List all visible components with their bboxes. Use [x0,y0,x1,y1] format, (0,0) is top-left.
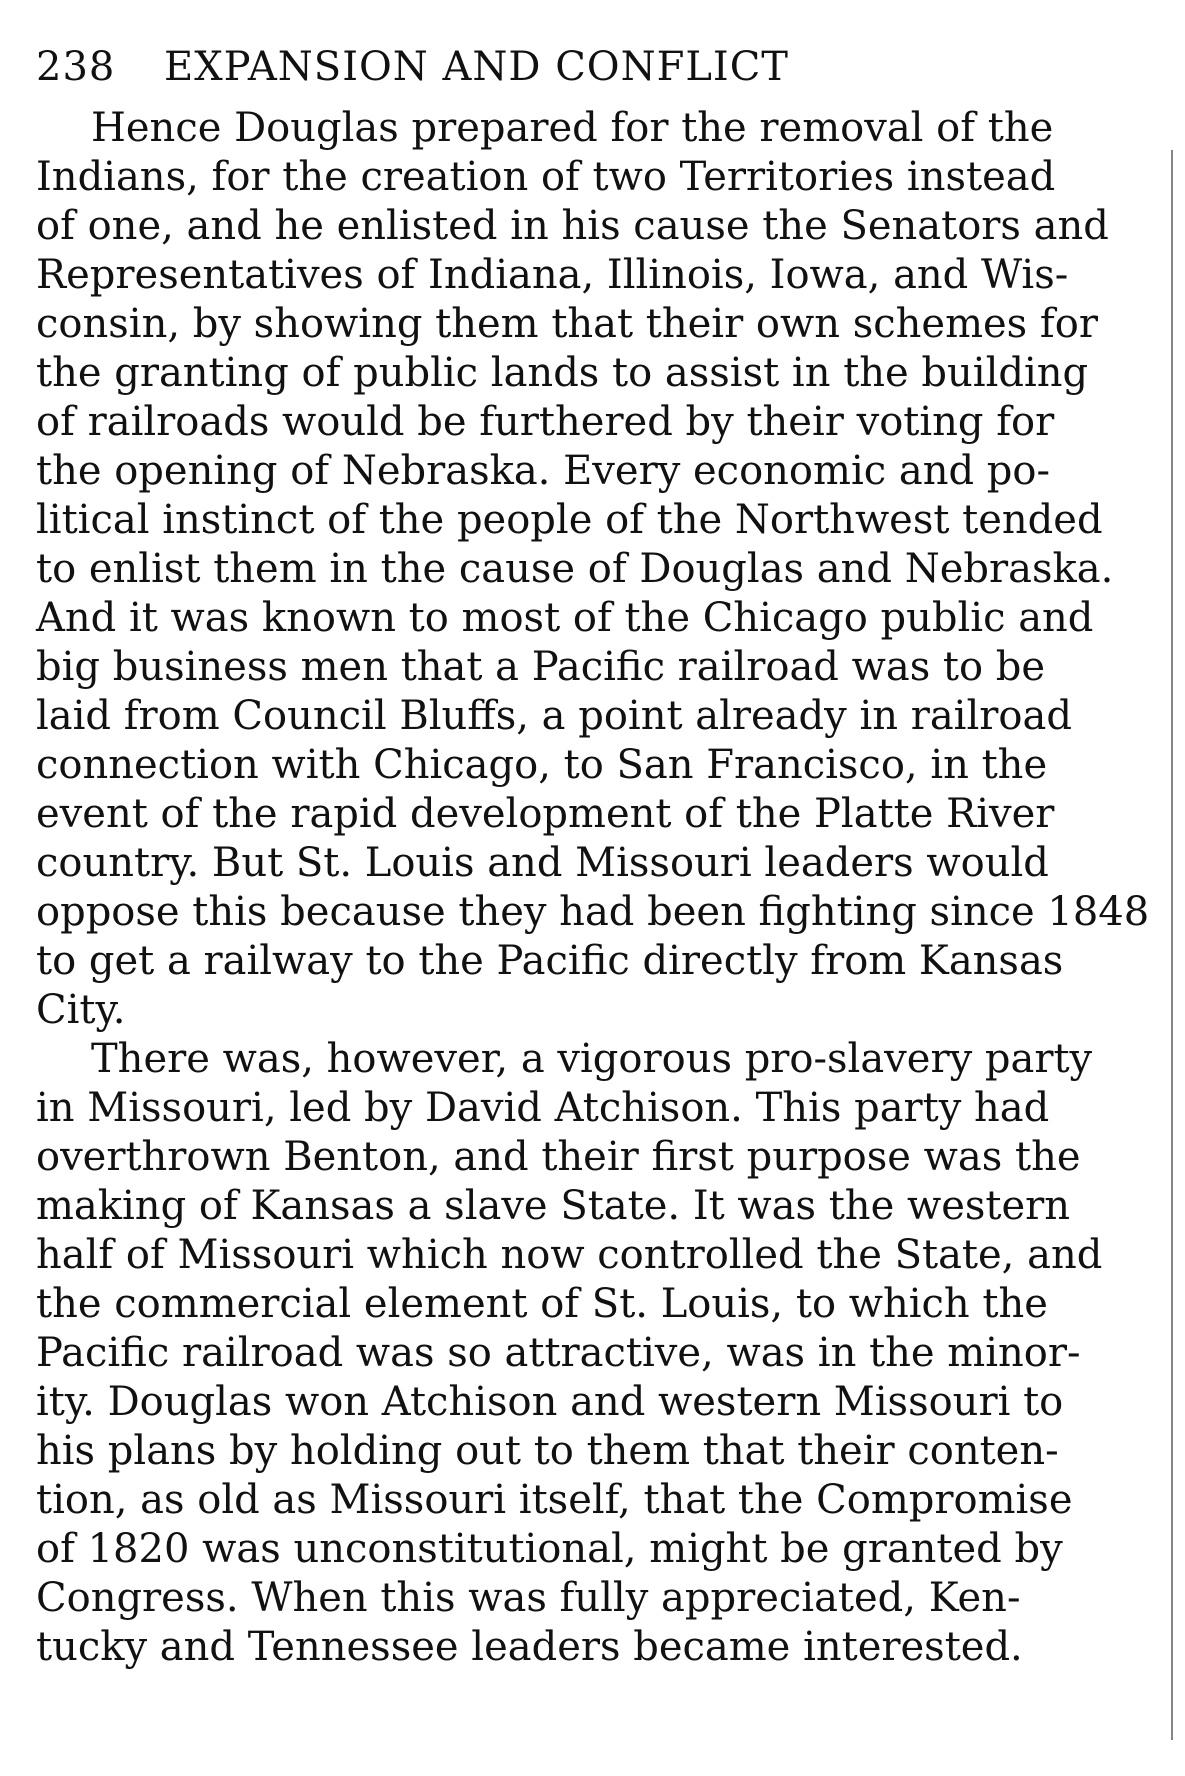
text-line: litical instinct of the people of the Northwest tended [36,497,1103,543]
text-line: of one, and he enlisted in his cause the Senators and [36,203,1109,249]
text-line: to enlist them in the cause of Douglas and Nebraska. [36,546,1114,592]
scan-edge-line [1171,150,1173,1740]
text-line: And it was known to most of the Chicago public and [36,595,1094,641]
text-line: in Missouri, led by David Atchison. This party had [36,1085,1050,1131]
text-line: half of Missouri which now controlled the State, and [36,1232,1103,1278]
text-line: laid from Council Bluffs, a point already in railroad [36,693,1072,739]
text-line: Indians, for the creation of two Territories instead [36,154,1056,200]
body-text [36,104,1150,1672]
book-page [36,44,1150,1672]
text-line: big business men that a Pacific railroad was to be [36,644,1046,690]
text-line: consin, by showing them that their own schemes for [36,301,1098,347]
text-line: oppose this because they had been fighting since 1848 [36,889,1150,935]
text-line: Congress. When this was fully appreciated, Ken- [36,1575,1021,1621]
text-line: the opening of Nebraska. Every economic and po- [36,448,1050,494]
text-line: his plans by holding out to them that their conten- [36,1428,1059,1474]
text-line: Pacific railroad was so attractive, was in the minor- [36,1330,1081,1376]
text-line: tucky and Tennessee leaders became interested. [36,1624,1023,1670]
paragraph-2 [36,1035,1103,1672]
running-head: EXPANSION AND CONFLICT [164,44,789,90]
text-line: of 1820 was unconstitutional, might be granted by [36,1526,1063,1572]
page-number: 238 [36,44,116,90]
text-line: overthrown Benton, and their first purpose was the [36,1134,1081,1180]
text-line: of railroads would be furthered by their voting for [36,399,1055,445]
text-line: There was, however, a vigorous pro-slavery party [91,1036,1093,1082]
text-line: country. But St. Louis and Missouri leaders would [36,840,1049,886]
text-line: event of the rapid development of the Platte River [36,791,1055,837]
text-line: to get a railway to the Pacific directly from Kansas [36,938,1064,984]
text-line: Representatives of Indiana, Illinois, Iowa, and Wis- [36,252,1069,298]
page-header [36,44,996,104]
text-line: the granting of public lands to assist in the building [36,350,1089,396]
text-line: ity. Douglas won Atchison and western Missouri to [36,1379,1064,1425]
text-line: City. [36,987,126,1033]
text-line: tion, as old as Missouri itself, that the Compromise [36,1477,1073,1523]
text-line: making of Kansas a slave State. It was the western [36,1183,1071,1229]
text-line: Hence Douglas prepared for the removal of the [91,105,1054,151]
text-line: the commercial element of St. Louis, to which the [36,1281,1048,1327]
text-line: connection with Chicago, to San Francisco, in the [36,742,1048,788]
paragraph-1 [36,104,1150,1035]
